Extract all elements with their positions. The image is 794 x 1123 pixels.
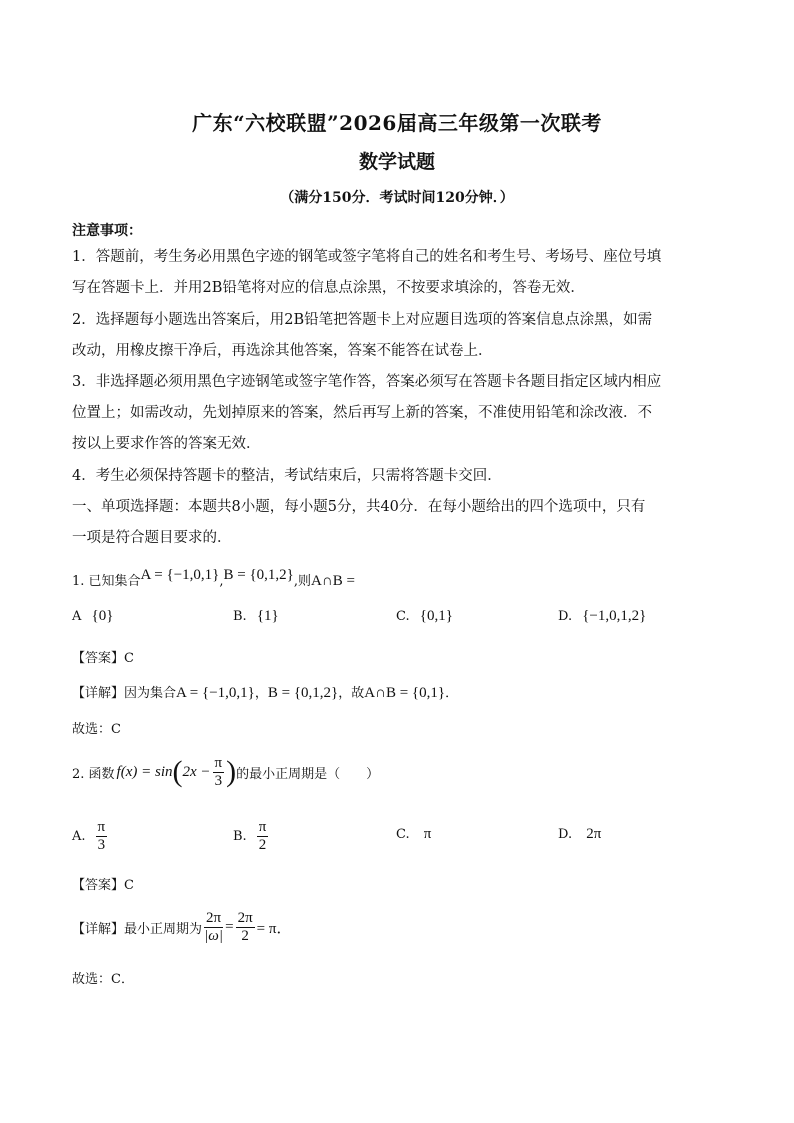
option-text: {−1,0,1,2} (582, 608, 647, 624)
q2-frac (213, 755, 225, 789)
option-text: {0} (91, 608, 114, 624)
q2-option-c[interactable] (396, 826, 431, 843)
q1-suffix: ,则 (293, 574, 312, 589)
q2-arg: 2x − (182, 763, 211, 780)
option-label: D. (558, 609, 573, 624)
frac-num: π (97, 819, 106, 835)
detail-tag: 【详解】 (72, 686, 125, 701)
note-line: 改动，用橡皮擦干净后，再选涂其他答案，答案不能答在试卷上． (72, 343, 493, 359)
section-heading-cont: 一项是符合题目要求的． (72, 530, 232, 546)
q1-set-a: A = {−1,0,1} (140, 567, 220, 583)
q1-option-d[interactable] (558, 608, 646, 625)
detail-result: = π． (256, 920, 292, 937)
note-line: 3．非选择题必须用黑色字迹钢笔或签字笔作答，答案必须写在答题卡各题目指定区域内相应 (72, 374, 662, 390)
option-frac (96, 819, 108, 853)
frac-num: 2π (237, 910, 253, 926)
q2-answer (72, 874, 134, 893)
option-label: B. (233, 828, 247, 844)
detail-tag: 【详解】 (72, 921, 125, 937)
note-line: 位置上；如需改动，先划掉原来的答案，然后再写上新的答案，不准使用铅笔和涂改液．不 (72, 405, 652, 421)
q1-option-c[interactable] (396, 608, 453, 625)
answer-value: C (124, 878, 134, 893)
option-label: C. (396, 609, 410, 624)
q2-choose: 故选：C． (72, 972, 134, 987)
note-line: 写在答题卡上．并用2B铅笔将对应的信息点涂黑，不按要求填涂的，答卷无效． (72, 280, 585, 296)
answer-tag: 【答案】 (72, 878, 125, 893)
notes-heading: 注意事项： (72, 223, 142, 239)
detail-text: 因为集合 (124, 686, 177, 701)
option-label: D. (558, 827, 573, 842)
q1-prefix: 1. 已知集合 (72, 574, 141, 589)
note-line: 4．考生必须保持答题卡的整洁，考试结束后，只需将答题卡交回． (72, 468, 502, 484)
q1-option-a[interactable] (72, 608, 113, 625)
question-2-stem (72, 752, 379, 792)
page-title: 广东“六校联盟”2026届高三年级第一次联考 (192, 111, 602, 135)
answer-value: C (124, 651, 134, 666)
page-subtitle: 数学试题 (358, 151, 435, 173)
paren-open: ( (172, 755, 183, 788)
option-text: {0,1} (419, 608, 453, 624)
q1-option-b[interactable] (233, 608, 279, 625)
frac-num: π (258, 819, 267, 835)
frac-den: |ω| (204, 927, 223, 944)
exam-meta: （满分150分．考试时间120分钟．） (280, 190, 514, 206)
detail-result: A∩B = {0,1} (364, 685, 446, 701)
q1-set-b: B = {0,1,2} (223, 567, 294, 583)
q1-expr: A∩B = (311, 573, 355, 589)
detail-set-a: A = {−1,0,1} (176, 685, 255, 701)
option-label: A (72, 609, 82, 624)
frac-num: 2π (206, 910, 222, 926)
q2-option-a[interactable] (72, 818, 109, 854)
frac-den: 3 (96, 836, 108, 854)
option-label: A. (72, 828, 86, 844)
option-label: B. (233, 609, 247, 624)
paren-close: ) (226, 755, 237, 788)
q2-prefix: 2. 函数 (72, 766, 115, 782)
detail-set-b: B = {0,1,2} (267, 685, 339, 701)
q1-choose: 故选：C (72, 722, 121, 737)
answer-tag: 【答案】 (72, 651, 125, 666)
option-text: π (423, 826, 432, 842)
q2-option-b[interactable] (233, 818, 270, 854)
detail-frac-2 (236, 910, 255, 944)
q2-option-d[interactable] (558, 826, 601, 843)
frac-num: π (214, 755, 223, 771)
option-label: C. (396, 827, 410, 842)
option-text: {1} (256, 608, 279, 624)
detail-frac-1 (204, 910, 223, 944)
question-1-stem: 1. 已知集合A = {−1,0,1},B = {0,1,2},则A∩B = (72, 567, 355, 589)
q2-func: f(x) = sin (116, 763, 173, 780)
q2-detail: 【详解】 最小正周期为 $\frac{2\pi}{|\omega|}$ = $\frac{2\pi}{2}$ = π． (72, 910, 292, 944)
note-line: 2．选择题每小题选出答案后，用2B铅笔把答题卡上对应题目选项的答案信息点涂黑，如需 (72, 312, 653, 328)
frac-den: 2 (241, 927, 249, 944)
frac-den: 2 (257, 836, 269, 854)
detail-text: 故 (351, 686, 365, 701)
note-line: 1．答题前，考生务必用黑色字迹的钢笔或签字笔将自己的姓名和考生号、考场号、座位号填 (72, 249, 662, 265)
q2-suffix: 的最小正周期是（ ） (236, 766, 380, 782)
detail-text: 最小正周期为 (124, 921, 203, 937)
frac-den: 3 (214, 772, 223, 789)
section-heading: 一、单项选择题：本题共8小题，每小题5分，共40分．在每小题给出的四个选项中，只有 (72, 499, 646, 515)
note-line: 按以上要求作答的答案无效． (72, 436, 261, 452)
q1-detail: 【详解】因为集合A = {−1,0,1}，B = {0,1,2}，故A∩B = {0,1}． (72, 685, 459, 701)
option-text: 2π (586, 826, 602, 842)
option-frac (257, 819, 269, 853)
q1-answer (72, 647, 134, 666)
